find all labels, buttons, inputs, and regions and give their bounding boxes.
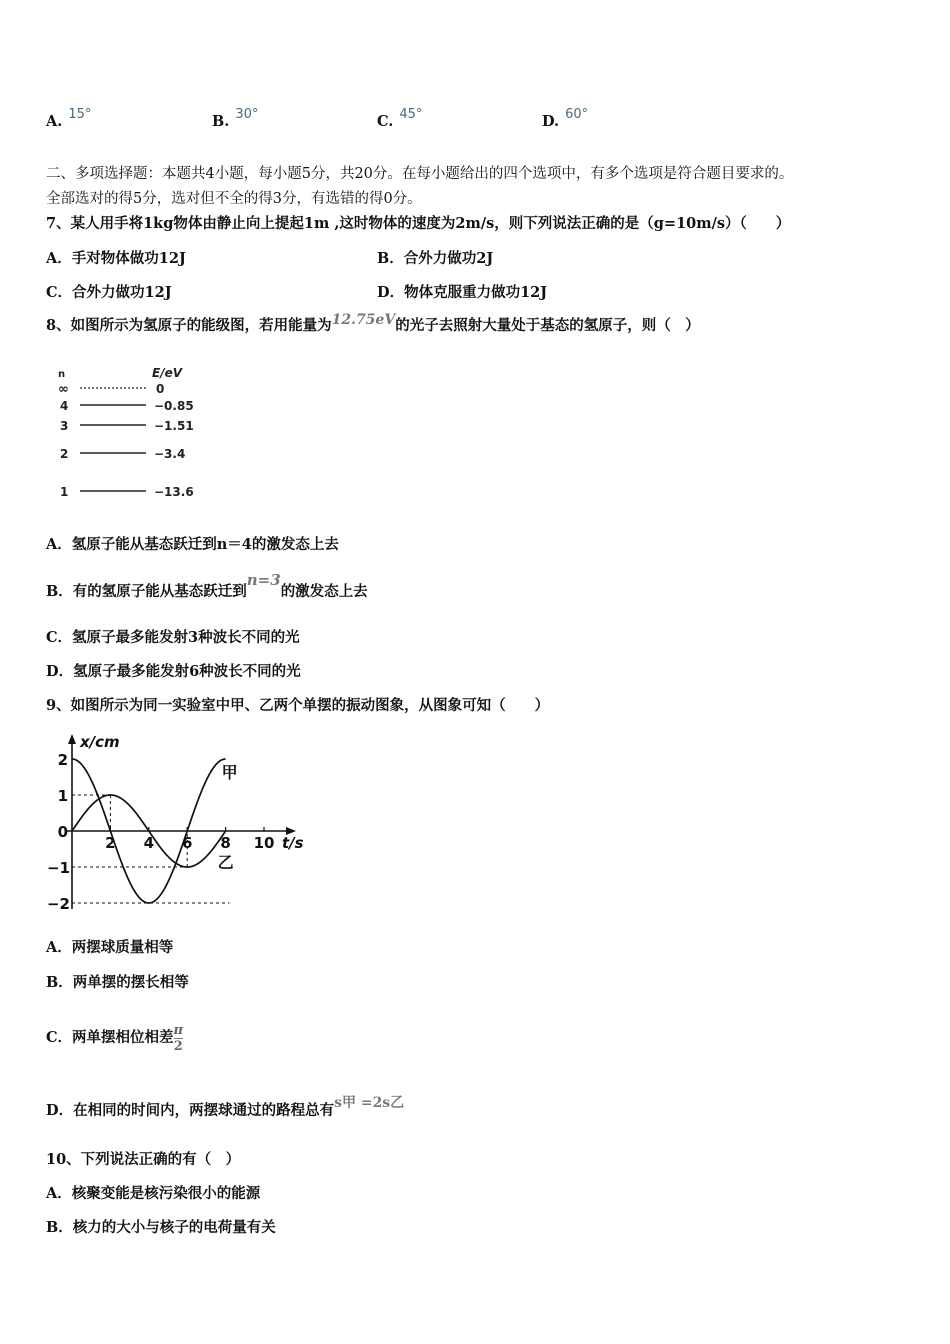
y-tick-label: −2 <box>46 895 70 913</box>
q9-stem: 9、如图所示为同一实验室中甲、乙两个单摆的振动图象，从图象可知（ ） <box>46 697 550 714</box>
level-n-inf: ∞ <box>58 382 69 397</box>
q6-option-b: B. 30° <box>212 107 259 130</box>
level-e-2: −3.4 <box>154 447 186 461</box>
q9-option-d: D．在相同的时间内，两摆球通过的路程总有s甲 =2s乙 <box>46 1095 405 1119</box>
q8-option-a: A．氢原子能从基态跃迁到n＝4的激发态上去 <box>46 536 339 553</box>
q6-option-d: D. 60° <box>542 107 589 130</box>
q8-option-b: B．有的氢原子能从基态跃迁到n=3的激发态上去 <box>46 571 368 600</box>
q9-phase-fraction: $\frac{\pi}{2}$ <box>173 1022 184 1054</box>
y-axis-arrow <box>68 734 76 744</box>
energy-n-header: n <box>58 369 66 380</box>
q7-option-a: A．手对物体做功12J <box>46 250 186 267</box>
x-tick-label: 6 <box>181 834 193 852</box>
q10-stem: 10、下列说法正确的有（ ） <box>46 1151 241 1168</box>
series-label-jia: 甲 <box>221 763 238 782</box>
q6-option-c: C. 45° <box>377 107 423 130</box>
level-e-4: −0.85 <box>154 399 194 413</box>
q6-option-c-value: 45° <box>399 107 423 122</box>
q6-option-a: A. 15° <box>46 107 92 130</box>
energy-e-header: E/eV <box>152 366 183 380</box>
level-e-1: −13.6 <box>154 485 194 499</box>
series-label-yi: 乙 <box>217 853 234 872</box>
q8-option-d: D．氢原子最多能发射6种波长不同的光 <box>46 663 301 680</box>
q9-option-a: A．两摆球质量相等 <box>46 939 174 956</box>
q8-option-c: C．氢原子最多能发射3种波长不同的光 <box>46 629 300 646</box>
q6-option-a-value: 15° <box>68 107 92 122</box>
q9-option-c: C．两单摆相位相差 $\frac{\pi}{2}$ <box>46 1022 184 1054</box>
level-e-inf: 0 <box>156 382 165 396</box>
x-tick-label: 2 <box>105 834 116 852</box>
q7-option-b: B．合外力做功2J <box>377 250 494 267</box>
q10-option-b: B．核力的大小与核子的电荷量有关 <box>46 1219 276 1236</box>
level-n-3: 3 <box>60 419 69 433</box>
level-n-1: 1 <box>60 485 69 499</box>
q7-option-c: C．合外力做功12J <box>46 284 172 301</box>
level-n-4: 4 <box>60 399 69 413</box>
q7-stem: 7、某人用手将1kg物体由静止向上提起1m ,这时物体的速度为2m/s，则下列说法正确的是（g=10m/s）（ ） <box>46 215 791 232</box>
q8-energy-math: 12.75eV <box>331 312 396 328</box>
x-tick-label: 8 <box>220 834 231 852</box>
q10-option-a: A．核聚变能是核污染很小的能源 <box>46 1185 261 1202</box>
q8-n3-math: n=3 <box>246 571 281 589</box>
q6-option-b-value: 30° <box>235 107 259 122</box>
x-tick-label: 10 <box>253 834 275 852</box>
section2-line2: 全部选对的得5分，选对但不全的得3分，有选错的得0分。 <box>46 191 422 207</box>
y-axis-label: x/cm <box>80 733 120 751</box>
y-tick-label: 2 <box>57 751 68 769</box>
q9-distance-math: s甲 =2s乙 <box>334 1095 405 1111</box>
pendulum-chart <box>44 728 314 920</box>
energy-level-diagram <box>52 362 212 507</box>
x-tick-label: 4 <box>143 834 155 852</box>
q8-stem: 8、如图所示为氢原子的能级图，若用能量为12.75eV的光子去照射大量处于基态的氢原子，则（ ） <box>46 312 700 334</box>
section2-line1: 二、多项选择题：本题共4小题，每小题5分，共20分。在每小题给出的四个选项中，有多个选项是符合题目要求的。 <box>46 166 794 182</box>
y-tick-label: −1 <box>46 859 70 877</box>
level-e-3: −1.51 <box>154 419 194 433</box>
q6-option-d-value: 60° <box>565 107 589 122</box>
y-tick-label: 0 <box>57 823 68 841</box>
x-axis-label: t/s <box>282 834 304 852</box>
y-tick-label: 1 <box>57 787 68 805</box>
level-n-2: 2 <box>60 447 69 461</box>
q9-option-b: B．两单摆的摆长相等 <box>46 974 189 991</box>
q7-option-d: D．物体克服重力做功12J <box>377 284 548 301</box>
